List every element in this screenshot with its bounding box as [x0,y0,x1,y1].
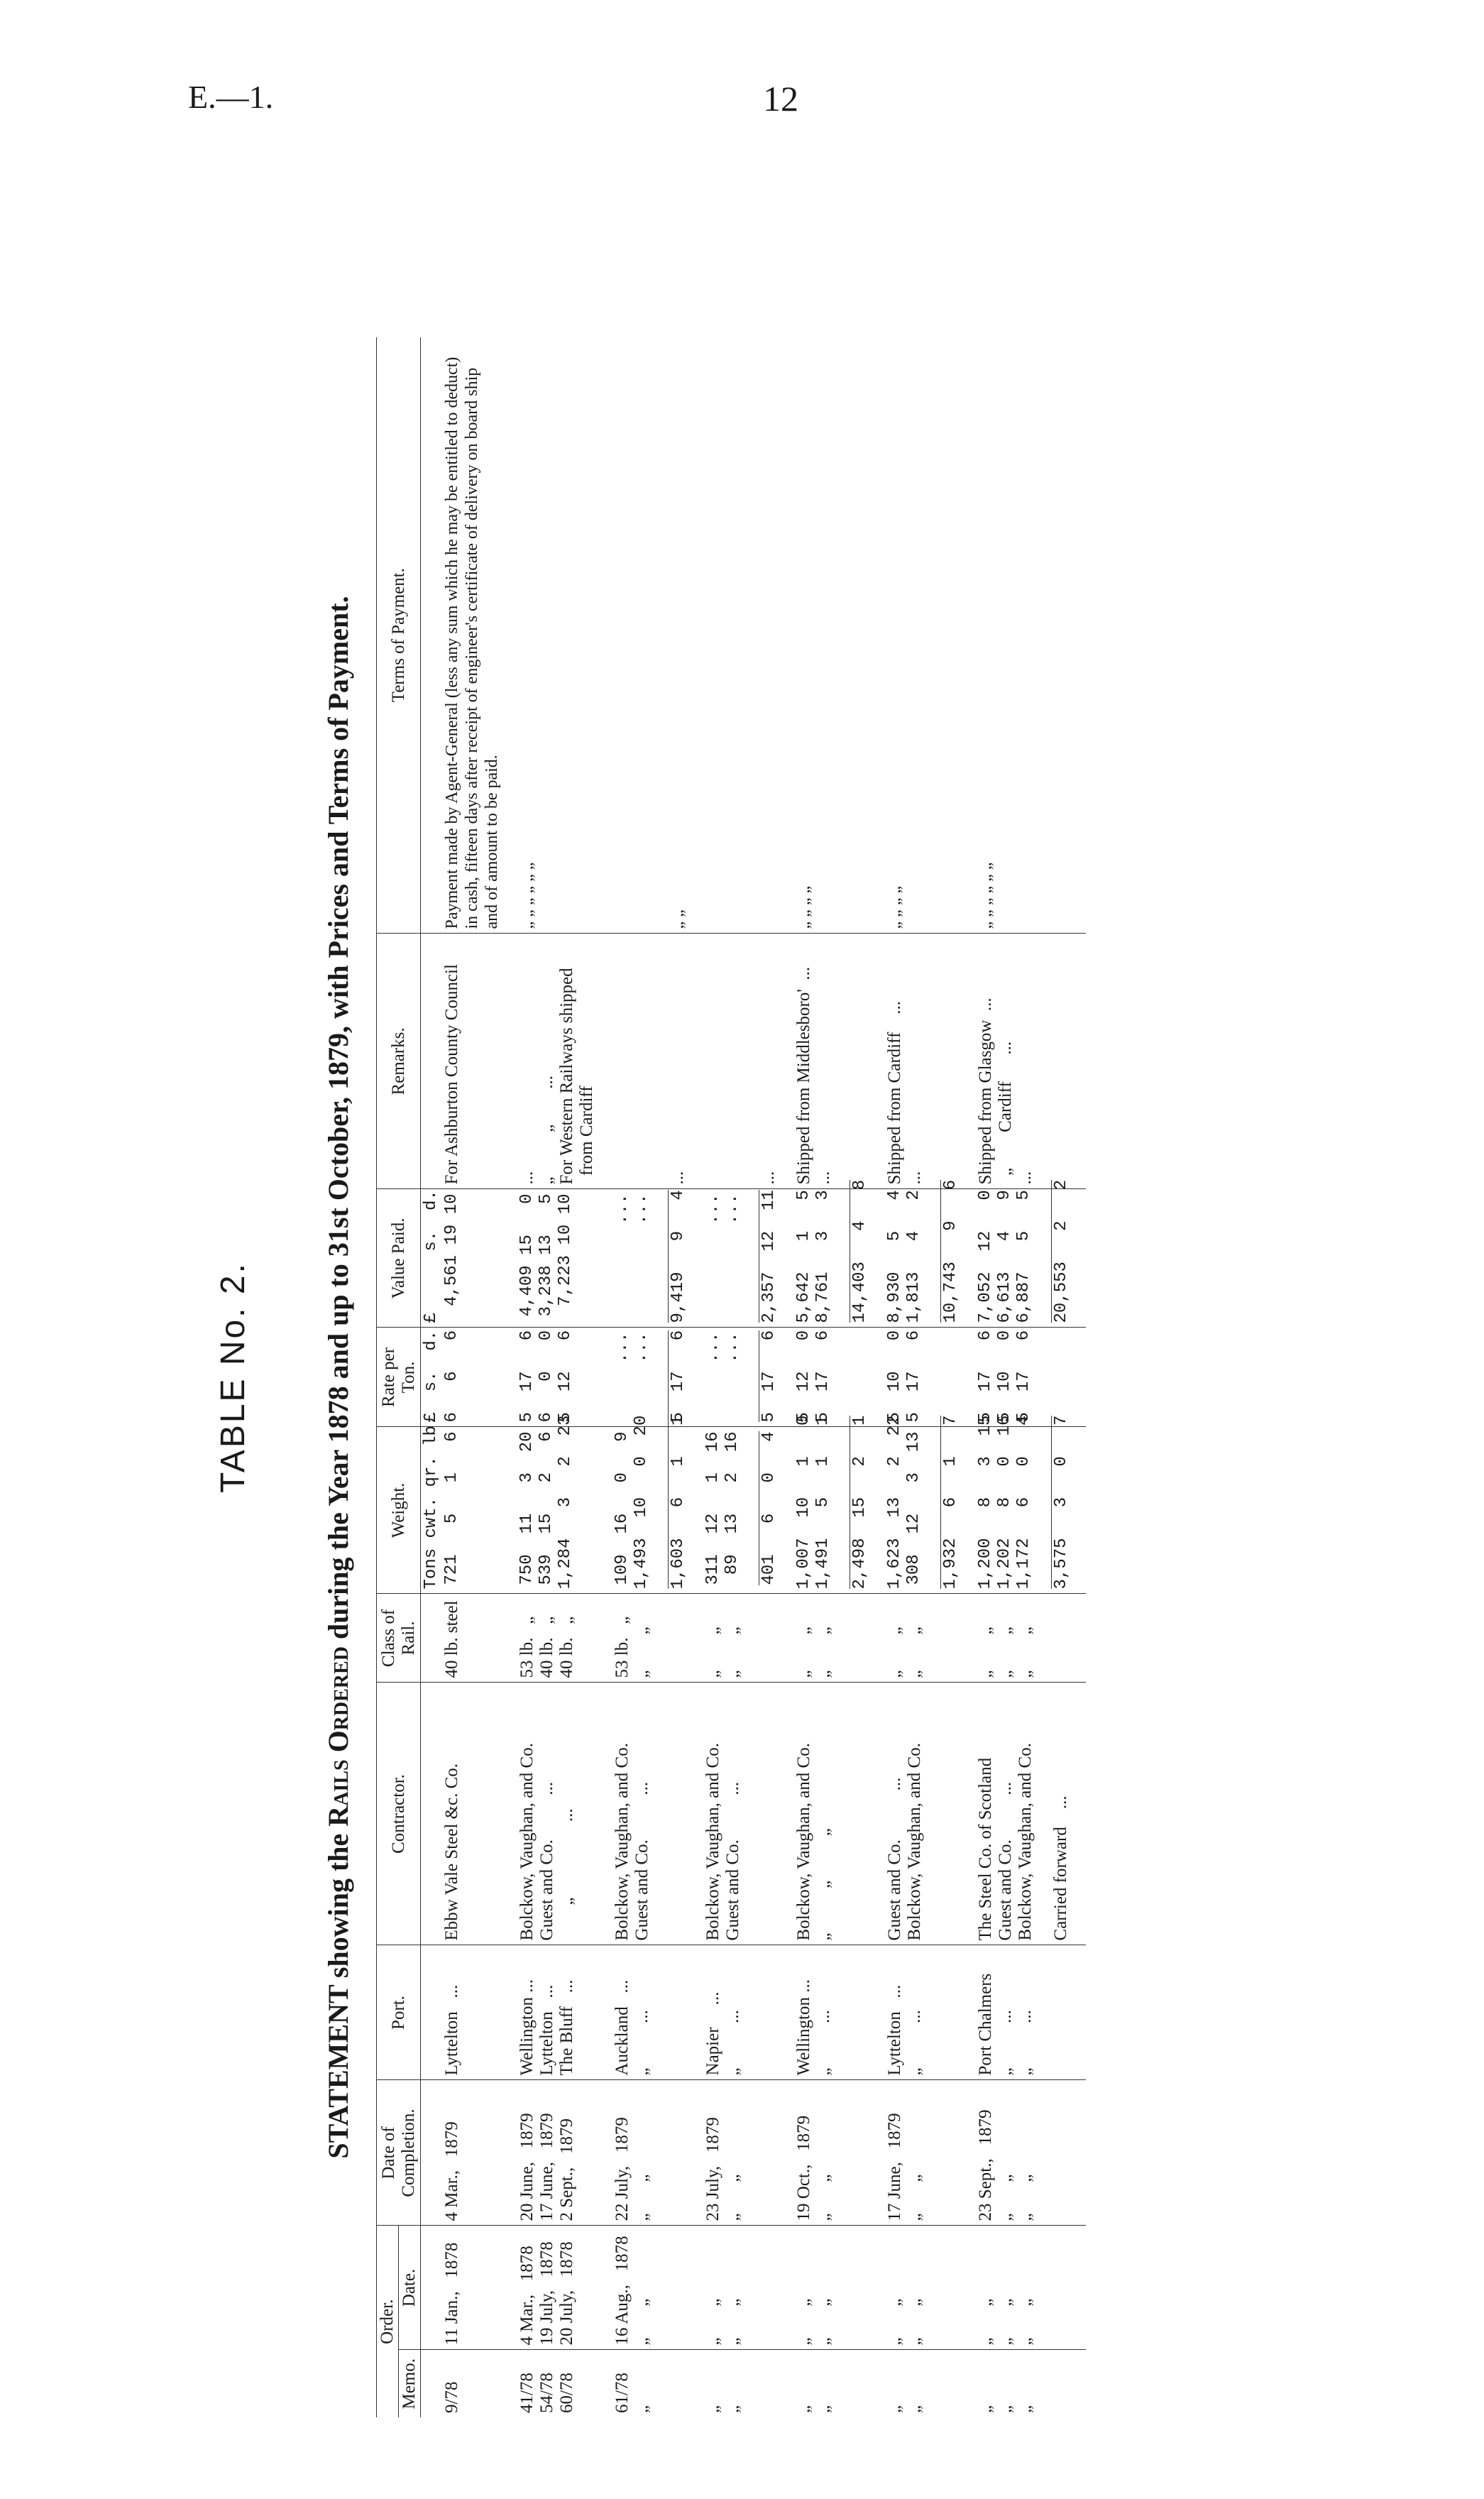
contractor-cell: Carried forward ... [1050,1683,1072,1945]
port-header: Port. [377,1945,421,2080]
remarks-cell: Shipped from Middlesboro' ... ... [793,934,835,1189]
weight-units: Tons cwt. qr. lb. [421,1427,442,1594]
remarks-cell [703,934,744,1189]
row-spacer [870,337,884,2417]
date-cell [667,2226,688,2350]
subtotal-row [1050,337,1072,2417]
row-spacer [653,337,667,2417]
value-cell: ... ... [612,1189,653,1328]
port-cell [1050,1945,1072,2080]
completion-cell: 17 June, 1879 „ „ [884,2080,925,2226]
weight-subtotal: 1,603 6 1 1 [669,1415,688,1590]
terms-cell: „ „ „ „ „ „ [975,337,1036,934]
contractor-header: Contractor. [377,1683,421,1945]
row-spacer [502,337,517,2417]
terms-cell [940,337,961,934]
value-cell: 8,930 5 4 1,813 4 2 [884,1189,925,1328]
value-units: £ s. d. [421,1189,442,1328]
remarks-header: Remarks. [377,934,421,1189]
rails-ordered-table [376,337,1086,2417]
class-cell: 53 lb. „ 40 lb. „ 40 lb. „ [517,1594,598,1683]
subtotal-row [940,337,961,2417]
remarks-cell [849,934,870,1189]
terms-cell [612,337,653,934]
class-cell: 40 lb. steel [441,1594,502,1683]
rate-cell: 6 6 6 [441,1328,502,1427]
remarks-cell [1050,934,1072,1189]
value-cell: 7,052 12 0 6,613 4 9 6,887 5 5 [975,1189,1036,1328]
port-cell: Wellington ... „ ... [793,1945,835,2080]
remarks-cell: Shipped from Glasgow ... „ Cardiff ... ... [975,934,1036,1189]
terms-cell: Payment made by Agent-General (less any sum which he may be entitled to deduct) in cash, fifteen days after receipt of engineer's certificate of delivery on board ship and of amount to be paid. [441,337,502,934]
completion-cell: 19 Oct., 1879 „ „ [793,2080,835,2226]
port-cell [849,1945,870,2080]
row-spacer [961,337,975,2417]
completion-cell [758,2080,779,2226]
class-cell: „ „ „ „ [884,1594,925,1683]
value-cell [758,1189,779,1328]
rate-cell: 5 10 0 5 17 6 [884,1328,925,1427]
rate-cell: 5 12 0 5 17 6 [793,1328,835,1427]
value-subtotal: 20,553 2 2 [1052,1179,1071,1323]
date-cell: „ „ „ „ „ „ [975,2226,1036,2350]
memo-cell: „ „ [703,2405,742,2413]
port-cell: Lyttelton ... „ ... [884,1945,925,2080]
remarks-cell [612,934,653,1189]
value-cell [1050,1179,1072,1328]
remarks-cell: ... [758,934,779,1189]
date-header: Date. [399,2226,421,2350]
date-cell [849,2226,870,2350]
weight-cell [940,1415,961,1594]
table-row [793,337,835,2417]
row-spacer [925,337,940,2417]
date-cell: „ „ „ „ [884,2226,925,2350]
rate-cell [849,1328,870,1427]
weight-cell [667,1415,688,1594]
memo-header: Memo. [399,2350,421,2417]
rate-cell: ... ... [612,1328,653,1427]
rate-cell [758,1328,779,1427]
remarks-cell: ... „ „ ... For Western Railways shipped from Cardiff [517,934,598,1189]
row-spacer [688,337,703,2417]
weight-subtotal: 1,932 6 1 7 [941,1415,960,1590]
rate-cell [1050,1328,1072,1427]
contractor-cell: Guest and Co. ... Bolckow, Vaughan, and Co. [884,1683,925,1945]
memo-cell: „ „ „ [976,2405,1035,2413]
rate-subtotal: 5 17 6 [669,1330,688,1423]
contractor-cell [667,1683,688,1945]
contractor-cell [849,1683,870,1945]
contractor-cell [758,1683,779,1945]
value-subtotal: 10,743 9 6 [941,1179,960,1323]
class-cell: „ „ „ „ „ „ [975,1594,1036,1683]
subtotal-row [849,337,870,2417]
class-header: Class of Rail. [377,1594,421,1683]
document-code: E.—1. [188,79,274,115]
memo-cell: „ „ [885,2405,924,2413]
statement-title-a: STATEMENT showing the [322,1826,354,2159]
table-number-title: TABLE No. 2. [214,1262,252,1493]
value-cell [667,1189,688,1328]
completion-cell: 4 Mar., 1879 [441,2080,502,2226]
completion-cell [940,2080,961,2226]
date-cell [940,2226,961,2350]
order-header: Order. [377,2226,399,2417]
class-cell: „ „ „ „ [793,1594,835,1683]
memo-cell [849,2350,870,2417]
port-cell: Wellington ... Lyttelton ... The Bluff ... [517,1945,598,2080]
memo-cell: 9/78 [442,2381,461,2413]
row-spacer [779,337,793,2417]
row-spacer [744,337,758,2417]
value-cell: 4,561 19 10 [441,1189,502,1328]
terms-cell [1050,337,1072,934]
completion-cell: 22 July, 1879 „ „ [612,2080,653,2226]
weight-cell [849,1415,870,1594]
port-cell: Auckland ... „ ... [612,1945,653,2080]
completion-cell: 20 June, 1879 17 June, 1879 2 Sept., 1879 [517,2080,598,2226]
terms-cell [758,337,779,934]
contractor-cell: Bolckow, Vaughan, and Co. Guest and Co. ... [703,1683,744,1945]
table-row [441,337,502,2417]
completion-cell [849,2080,870,2226]
terms-header: Terms of Payment. [377,337,421,934]
row-spacer [1036,337,1050,2417]
page-number: 12 [763,79,798,119]
contractor-cell: Bolckow, Vaughan, and Co. Guest and Co. ... [612,1683,653,1945]
weight-cell: 1,007 10 1 0 1,491 5 1 1 [793,1427,835,1594]
port-cell: Lyttelton ... [441,1945,502,2080]
subtotal-row [758,337,779,2417]
value-subtotal: 2,357 12 11 [759,1190,779,1323]
weight-cell: 1,200 8 3 15 1,202 8 0 16 1,172 6 0 4 [975,1427,1036,1594]
value-subtotal: 9,419 9 4 [669,1190,688,1323]
rate-cell [940,1328,961,1427]
weight-cell: 311 12 1 16 89 13 2 16 [703,1427,744,1594]
port-cell: Napier ... „ ... [703,1945,744,2080]
rate-header: Rate per Ton. [377,1328,421,1427]
weight-cell: 750 11 3 20 539 15 2 6 1,284 3 2 23 [517,1427,598,1594]
rate-units: £ s. d. [421,1328,442,1427]
class-cell [758,1594,779,1683]
value-header: Value Paid. [377,1189,421,1328]
contractor-cell: The Steel Co. of Scotland Guest and Co. ... Bolckow, Vaughan, and Co. [975,1683,1036,1945]
value-cell [940,1179,961,1328]
date-cell: 11 Jan., 1878 [441,2226,502,2350]
statement-title [321,312,355,2442]
table-row [975,337,1036,2417]
contractor-cell: Bolckow, Vaughan, and Co. „ „ „ [793,1683,835,1945]
subtotal-row [667,337,688,2417]
row-spacer [598,337,612,2417]
remarks-cell: Shipped from Cardiff ... ... [884,934,925,1189]
contractor-cell: Bolckow, Vaughan, and Co. Guest and Co. ... „ ... [517,1683,598,1945]
memo-cell: „ „ [794,2405,833,2413]
port-cell [667,1945,688,2080]
memo-cell: 61/78 „ [612,2373,652,2413]
weight-subtotal: 401 6 0 4 [759,1431,779,1585]
class-cell: 53 lb. „ „ „ [612,1594,653,1683]
table-row [703,337,744,2417]
memo-cell [1050,2350,1072,2417]
table-row [517,337,598,2417]
memo-cell: 41/78 54/78 60/78 [517,2373,576,2413]
completion-cell: 23 Sept., 1879 „ „ „ „ [975,2080,1036,2226]
class-cell [1050,1594,1072,1683]
value-cell: ... ... [703,1189,744,1328]
terms-cell: „ „ „ „ „ „ [517,337,598,934]
table-row [612,337,653,2417]
completion-header: Date of Completion. [377,2080,421,2226]
value-cell [849,1179,870,1328]
class-cell [667,1594,688,1683]
contractor-cell [940,1683,961,1945]
terms-cell [849,337,870,934]
weight-cell [1050,1415,1072,1594]
completion-cell [1050,2080,1072,2226]
units-row [421,337,442,2417]
terms-cell [703,337,744,934]
memo-cell [758,2350,779,2417]
contractor-cell: Ebbw Vale Steel &c. Co. [441,1683,502,1945]
weight-subtotal: 2,498 15 2 1 [850,1415,869,1590]
terms-cell: „ „ „ „ [884,337,925,934]
weight-header: Weight. [377,1427,421,1594]
rate-cell [667,1328,688,1427]
rotated-table-page [153,312,1302,2442]
class-cell [849,1594,870,1683]
completion-cell: 23 July, 1879 „ „ [703,2080,744,2226]
value-cell: 5,642 1 5 8,761 3 3 [793,1189,835,1328]
date-cell [758,2226,779,2350]
date-cell: „ „ „ „ [703,2226,744,2350]
weight-subtotal: 3,575 3 0 7 [1052,1415,1071,1590]
remarks-cell: ... [667,934,688,1189]
weight-cell: 721 5 1 6 [441,1427,502,1594]
class-cell [940,1594,961,1683]
statement-title-sc: Rails Ordered [322,1646,354,1827]
port-cell [940,1945,961,2080]
weight-cell [758,1427,779,1594]
rate-cell: 5 17 6 5 10 0 5 17 6 [975,1328,1036,1427]
weight-cell: 1,623 13 2 22 308 12 3 13 [884,1427,925,1594]
table-row [884,337,925,2417]
row-spacer [1072,337,1086,2417]
terms-cell: „ „ [667,337,688,934]
row-spacer [835,337,849,2417]
port-cell: Port Chalmers „ ... „ ... [975,1945,1036,2080]
value-cell: 4,409 15 0 3,238 13 5 7,223 10 10 [517,1189,598,1328]
date-cell [1050,2226,1072,2350]
memo-cell [667,2350,688,2417]
statement-title-b: during the Year 1878 and up to 31st October, 1879, with Prices and Terms of Payment. [322,596,354,1647]
remarks-cell [940,934,961,1189]
terms-cell: „ „ „ „ [793,337,835,934]
date-cell: 4 Mar., 1878 19 July, 1878 20 July, 1878 [517,2226,598,2350]
table-body [421,337,1087,2417]
weight-cell: 109 16 0 9 1,493 10 0 20 [612,1427,653,1594]
rate-subtotal: 5 17 6 [759,1330,779,1423]
port-cell [758,1945,779,2080]
rate-cell: ... ... [703,1328,744,1427]
rate-cell: 5 17 6 6 0 0 5 12 6 [517,1328,598,1427]
date-cell: „ „ „ „ [793,2226,835,2350]
class-cell: „ „ „ „ [703,1594,744,1683]
date-cell: 16 Aug., 1878 „ „ [612,2226,653,2350]
remarks-cell: For Ashburton County Council [441,934,502,1189]
completion-cell [667,2080,688,2226]
value-subtotal: 14,403 4 8 [850,1179,869,1323]
memo-cell [940,2350,961,2417]
